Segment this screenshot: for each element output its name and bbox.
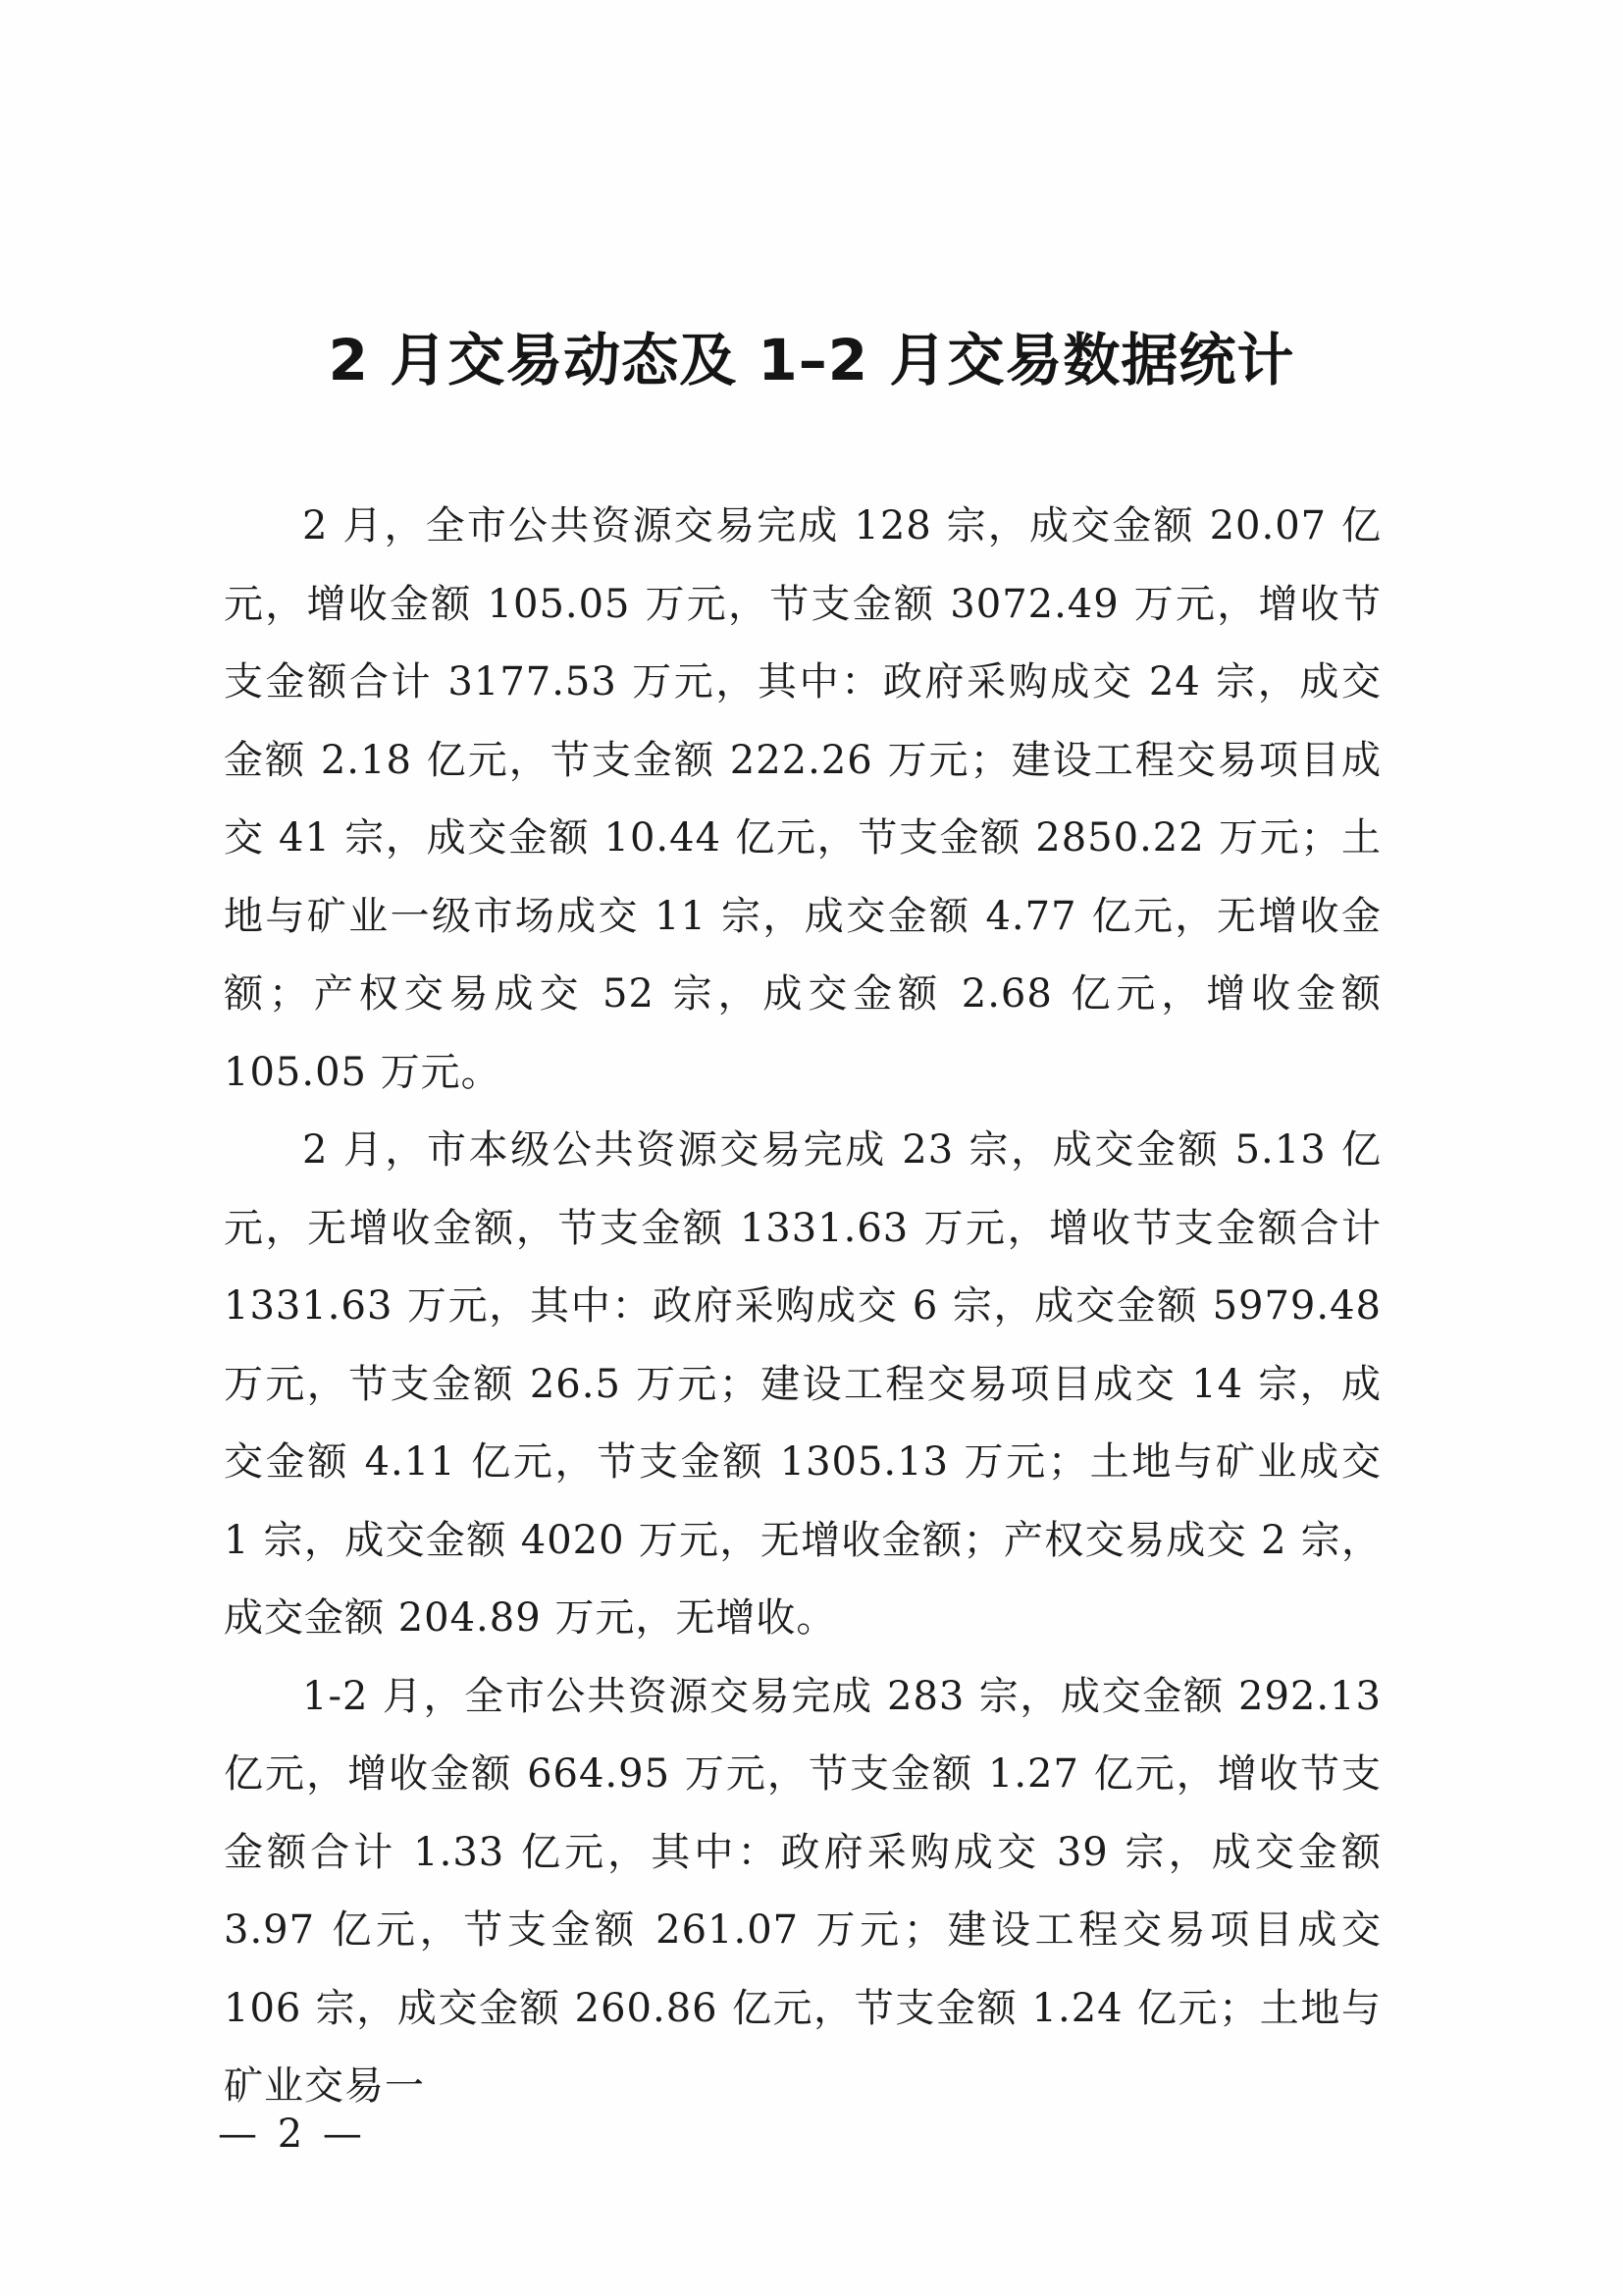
page-number: — 2 — [218,2112,366,2157]
paragraph-jan-feb-city-wide: 1-2 月，全市公共资源交易完成 283 宗，成交金额 292.13 亿元，增收金额 664.95 万元，节支金额 1.27 亿元，增收节支金额合计 1.33 亿元，其中：政府采购成交 39 宗，成交金额 3.97 亿元，节支金额 261.07 万元；建设工程交易项目成交 106 宗，成交金额 260.86 亿元，节支金额 1.24 亿元；土地与矿业交易一 [224,1673,1382,2109]
document-title: 2 月交易动态及 1–2 月交易数据统计 [328,326,1295,393]
document-body [224,488,1382,2126]
paragraph-feb-municipal-level: 2 月，市本级公共资源交易完成 23 宗，成交金额 5.13 亿元，无增收金额，节支金额 1331.63 万元，增收节支金额合计 1331.63 万元，其中：政府采购成交 6 宗，成交金额 5979.48 万元，节支金额 26.5 万元；建设工程交易项目成交 14 宗，成交金额 4.11 亿元，节支金额 1305.13 万元；土地与矿业成交 1 宗，成交金额 4020 万元，无增收金额；产权交易成交 2 宗，成交金额 204.89 万元，无增收。 [224,1127,1382,1641]
paragraph-feb-city-wide: 2 月，全市公共资源交易完成 128 宗，成交金额 20.07 亿元，增收金额 105.05 万元，节支金额 3072.49 万元，增收节支金额合计 3177.53 万元，其中：政府采购成交 24 宗，成交金额 2.18 亿元，节支金额 222.26 万元；建设工程交易项目成交 41 宗，成交金额 10.44 亿元，节支金额 2850.22 万元；土地与矿业一级市场成交 11 宗，成交金额 4.77 亿元，无增收金额；产权交易成交 52 宗，成交金额 2.68 亿元，增收金额 105.05 万元。 [224,503,1382,1095]
